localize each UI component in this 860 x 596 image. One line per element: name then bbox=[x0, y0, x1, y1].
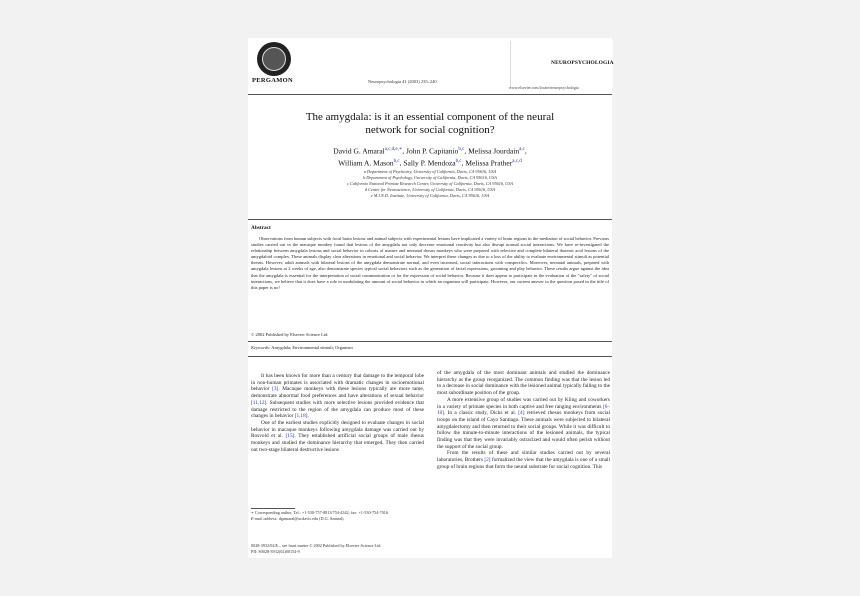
paragraph-text: . Subsequent studies with more selective lesions provided evidence that damage restricted to the region of the amygdala can produce most of these changes in behavior bbox=[251, 399, 424, 420]
body-paragraph bbox=[437, 397, 610, 451]
journal-citation: Neuropsychologia 41 (2003) 235–240 bbox=[368, 79, 437, 84]
author-separator: , bbox=[399, 158, 404, 167]
journal-name: NEUROPSYCHOLOGIA bbox=[551, 60, 614, 66]
author-line-1 bbox=[268, 145, 592, 157]
keywords-divider bbox=[248, 341, 612, 342]
body-paragraph bbox=[251, 420, 424, 454]
author-name: John P. Capitanio bbox=[406, 146, 459, 156]
keywords-values: Amygdala; Environmental stimuli; Organism bbox=[271, 345, 353, 350]
keywords-label: Keywords: bbox=[251, 345, 271, 350]
citation-link[interactable]: [4] bbox=[518, 410, 525, 417]
body-column-left bbox=[251, 373, 424, 453]
paragraph-text: . In a classic study, Dicks et al. bbox=[444, 410, 519, 417]
affiliation-item: b Department of Psychology, University of California, Davis, CA 95616, USA bbox=[363, 175, 497, 180]
article-title bbox=[278, 111, 582, 137]
author-name: Melissa Jourdain bbox=[468, 146, 520, 156]
abstract-top-divider bbox=[248, 219, 612, 220]
affiliation-list bbox=[268, 169, 592, 199]
author-name: David G. Amaral bbox=[333, 146, 385, 156]
header-divider bbox=[248, 94, 612, 95]
body-column-right bbox=[437, 370, 610, 471]
paragraph-text: . They established artificial social groups of male rhesus monkeys and studied the dominance hierarchy that emerged. They then carried out two-stage bilateral destructive lesions bbox=[251, 433, 424, 453]
affiliation-item: c California National Primate Research Center, University of California, Davis, CA 95616, USA bbox=[346, 181, 514, 186]
paragraph-text: . Macaque monkeys with these lesions typically are more tame, demonstrate abnormal food preferences and have alterations of sexual behavior bbox=[251, 386, 424, 400]
paper-page bbox=[248, 38, 612, 558]
title-line-2: network for social cognition? bbox=[365, 124, 495, 136]
paragraph-text: retrieved rhesus monkeys from social troops on the island of Cayo Santiago. These animals were subjected to bilateral amygdalectomy and then returned to their social groups. While it was difficult to follow the minute-to-minute interactions of the lesioned animals, the typical finding was that they were invariably ostracized and would often perish without the support of the social group. bbox=[437, 410, 610, 450]
paragraph-text: A more extensive group of studies was carried out by Kling and coworkers in a variety of primate species in both captive and free ranging environments bbox=[437, 396, 610, 410]
email-address[interactable]: dgamaral@ucdavis.edu (D.G. Amaral). bbox=[278, 515, 345, 521]
abstract-text: Observations from human subjects with focal brain lesions and animal subjects with experimental lesions have implicated a variety of brain regions in the mediation of social behavior. Previous studies carried out in the macaque monkey found that lesions of the amygdala not only decrease emotional reactivity but also disrupt normal social interactions. We have re-investigated the relationship between amygdala lesions and social behavior in cohorts of mature and neonatal rhesus monkeys who were prepared with selective and complete bilateral ibotenic acid lesions of the amygdaloid complex. These animals display clear alterations in emotional and social behavior. We interpret these changes as due to a loss of the ability to evaluate environmental stimuli as potential threats. However, adult animals with bilateral lesions of the amygdala demonstrate normal, and even increased, social interactions with conspecifics. Moreover, neonatal animals, prepared with amygdala lesions at 2 weeks of age, also demonstrate species typical social behaviors such as the generation of facial expressions, grooming and play behavior. These results argue against the idea that the amygdala is essential for the interpretation of social communication or for the expression of social behavior. Because it does appear to participate in the evaluation of the "safety" of social interactions, we believe that it does have a role in modulating the amount of social behavior in which an organism will participate. However, our current answer to the question posed in the title of this paper is no! bbox=[251, 236, 609, 290]
journal-url[interactable]: www.elsevier.com/locate/neuropsychologia bbox=[509, 85, 579, 90]
corresponding-footnote bbox=[251, 510, 424, 521]
affiliation-item: e M.I.N.D. Institute, University of California, Davis, CA 95616, USA bbox=[370, 193, 490, 198]
pii-line: PII: S0028-3932(02)00154-9 bbox=[251, 548, 300, 554]
author-affiliation-marks[interactable]: b,c bbox=[393, 158, 400, 164]
author-separator: , bbox=[524, 146, 527, 156]
author-line-2 bbox=[268, 157, 592, 169]
corresponding-author-note: ∗ Corresponding author. Tel.: +1-530-757-8813/754-4342; fax: +1-530-754-7016. bbox=[251, 510, 390, 515]
citation-link[interactable]: [6–10] bbox=[437, 403, 610, 417]
body-paragraph bbox=[251, 373, 424, 420]
email-line bbox=[251, 516, 424, 522]
citation-link[interactable]: [11,12] bbox=[251, 399, 267, 406]
citation-link[interactable]: [3] bbox=[272, 386, 279, 393]
footnote-divider bbox=[251, 508, 295, 509]
abstract-copyright: © 2002 Published by Elsevier Science Ltd. bbox=[251, 332, 329, 337]
affiliation-item: d Center for Neuroscience, University of California, Davis, CA 95616, USA bbox=[364, 187, 496, 192]
paragraph-text: formalized the view that the amygdala is one of a small group of brain regions that form the neural substrate for social cognition. This bbox=[437, 457, 610, 470]
author-affiliation-marks[interactable]: b,c bbox=[458, 147, 465, 152]
body-paragraph bbox=[437, 450, 610, 470]
paragraph-text: From the results of these and similar studies carried out by several laboratories, Brothers bbox=[437, 450, 610, 464]
body-top-divider bbox=[248, 356, 612, 357]
author-list bbox=[268, 145, 592, 168]
citation-link[interactable]: [15] bbox=[285, 433, 295, 440]
author-affiliation-marks[interactable]: a,c bbox=[519, 147, 525, 152]
front-matter-notice bbox=[251, 543, 511, 554]
author-name: Melissa Prather bbox=[465, 158, 513, 167]
author-name: Sally P. Mendoza bbox=[403, 158, 456, 167]
paragraph-text: of the amygdala of the most dominant animals and studied the dominance hierarchy as the group reorganized. The common finding was that the lesion led to a decrease in social dominance with the lesioned animal typically falling to the most subordinate position of the group. bbox=[437, 370, 610, 397]
author-affiliation-marks[interactable]: a,c,d bbox=[512, 158, 522, 164]
paragraph-text: It has been known for more than a century that damage to the temporal lobe in non-human primates is associated with dramatic changes in socioemotional behavior bbox=[251, 373, 424, 393]
citation-link[interactable]: [2] bbox=[484, 457, 491, 464]
paragraph-text: . bbox=[307, 413, 309, 420]
title-line-1: The amygdala: is it an essential component of the neural bbox=[305, 111, 555, 123]
author-affiliation-marks[interactable]: b,c bbox=[455, 158, 462, 164]
author-separator: , bbox=[402, 146, 407, 156]
journal-masthead bbox=[510, 41, 613, 88]
keywords-line bbox=[251, 345, 353, 350]
abstract-heading: Abstract bbox=[251, 225, 271, 231]
author-separator: , bbox=[464, 146, 469, 156]
citation-link[interactable]: [1,18] bbox=[294, 413, 308, 420]
author-affiliation-marks[interactable]: a,c,d,e,∗ bbox=[384, 147, 403, 152]
affiliation-item: a Department of Psychiatry, University of California, Davis, CA 95616, USA bbox=[363, 169, 497, 174]
tree-emblem-icon bbox=[262, 47, 286, 71]
email-label: E-mail address: bbox=[251, 515, 278, 521]
publisher-name: PERGAMON bbox=[252, 77, 294, 84]
issn-line: 0028-3932/02/$ – see front matter © 2002 Published by Elsevier Science Ltd. bbox=[251, 543, 382, 548]
author-name: William A. Mason bbox=[338, 158, 394, 167]
author-separator: , bbox=[461, 158, 466, 167]
paragraph-text: One of the earliest studies explicitly designed to evaluate changes in social behavior in macaque monkeys following amygdala damage was carried out by Rosvold et al. bbox=[251, 419, 424, 440]
body-paragraph bbox=[437, 370, 610, 397]
